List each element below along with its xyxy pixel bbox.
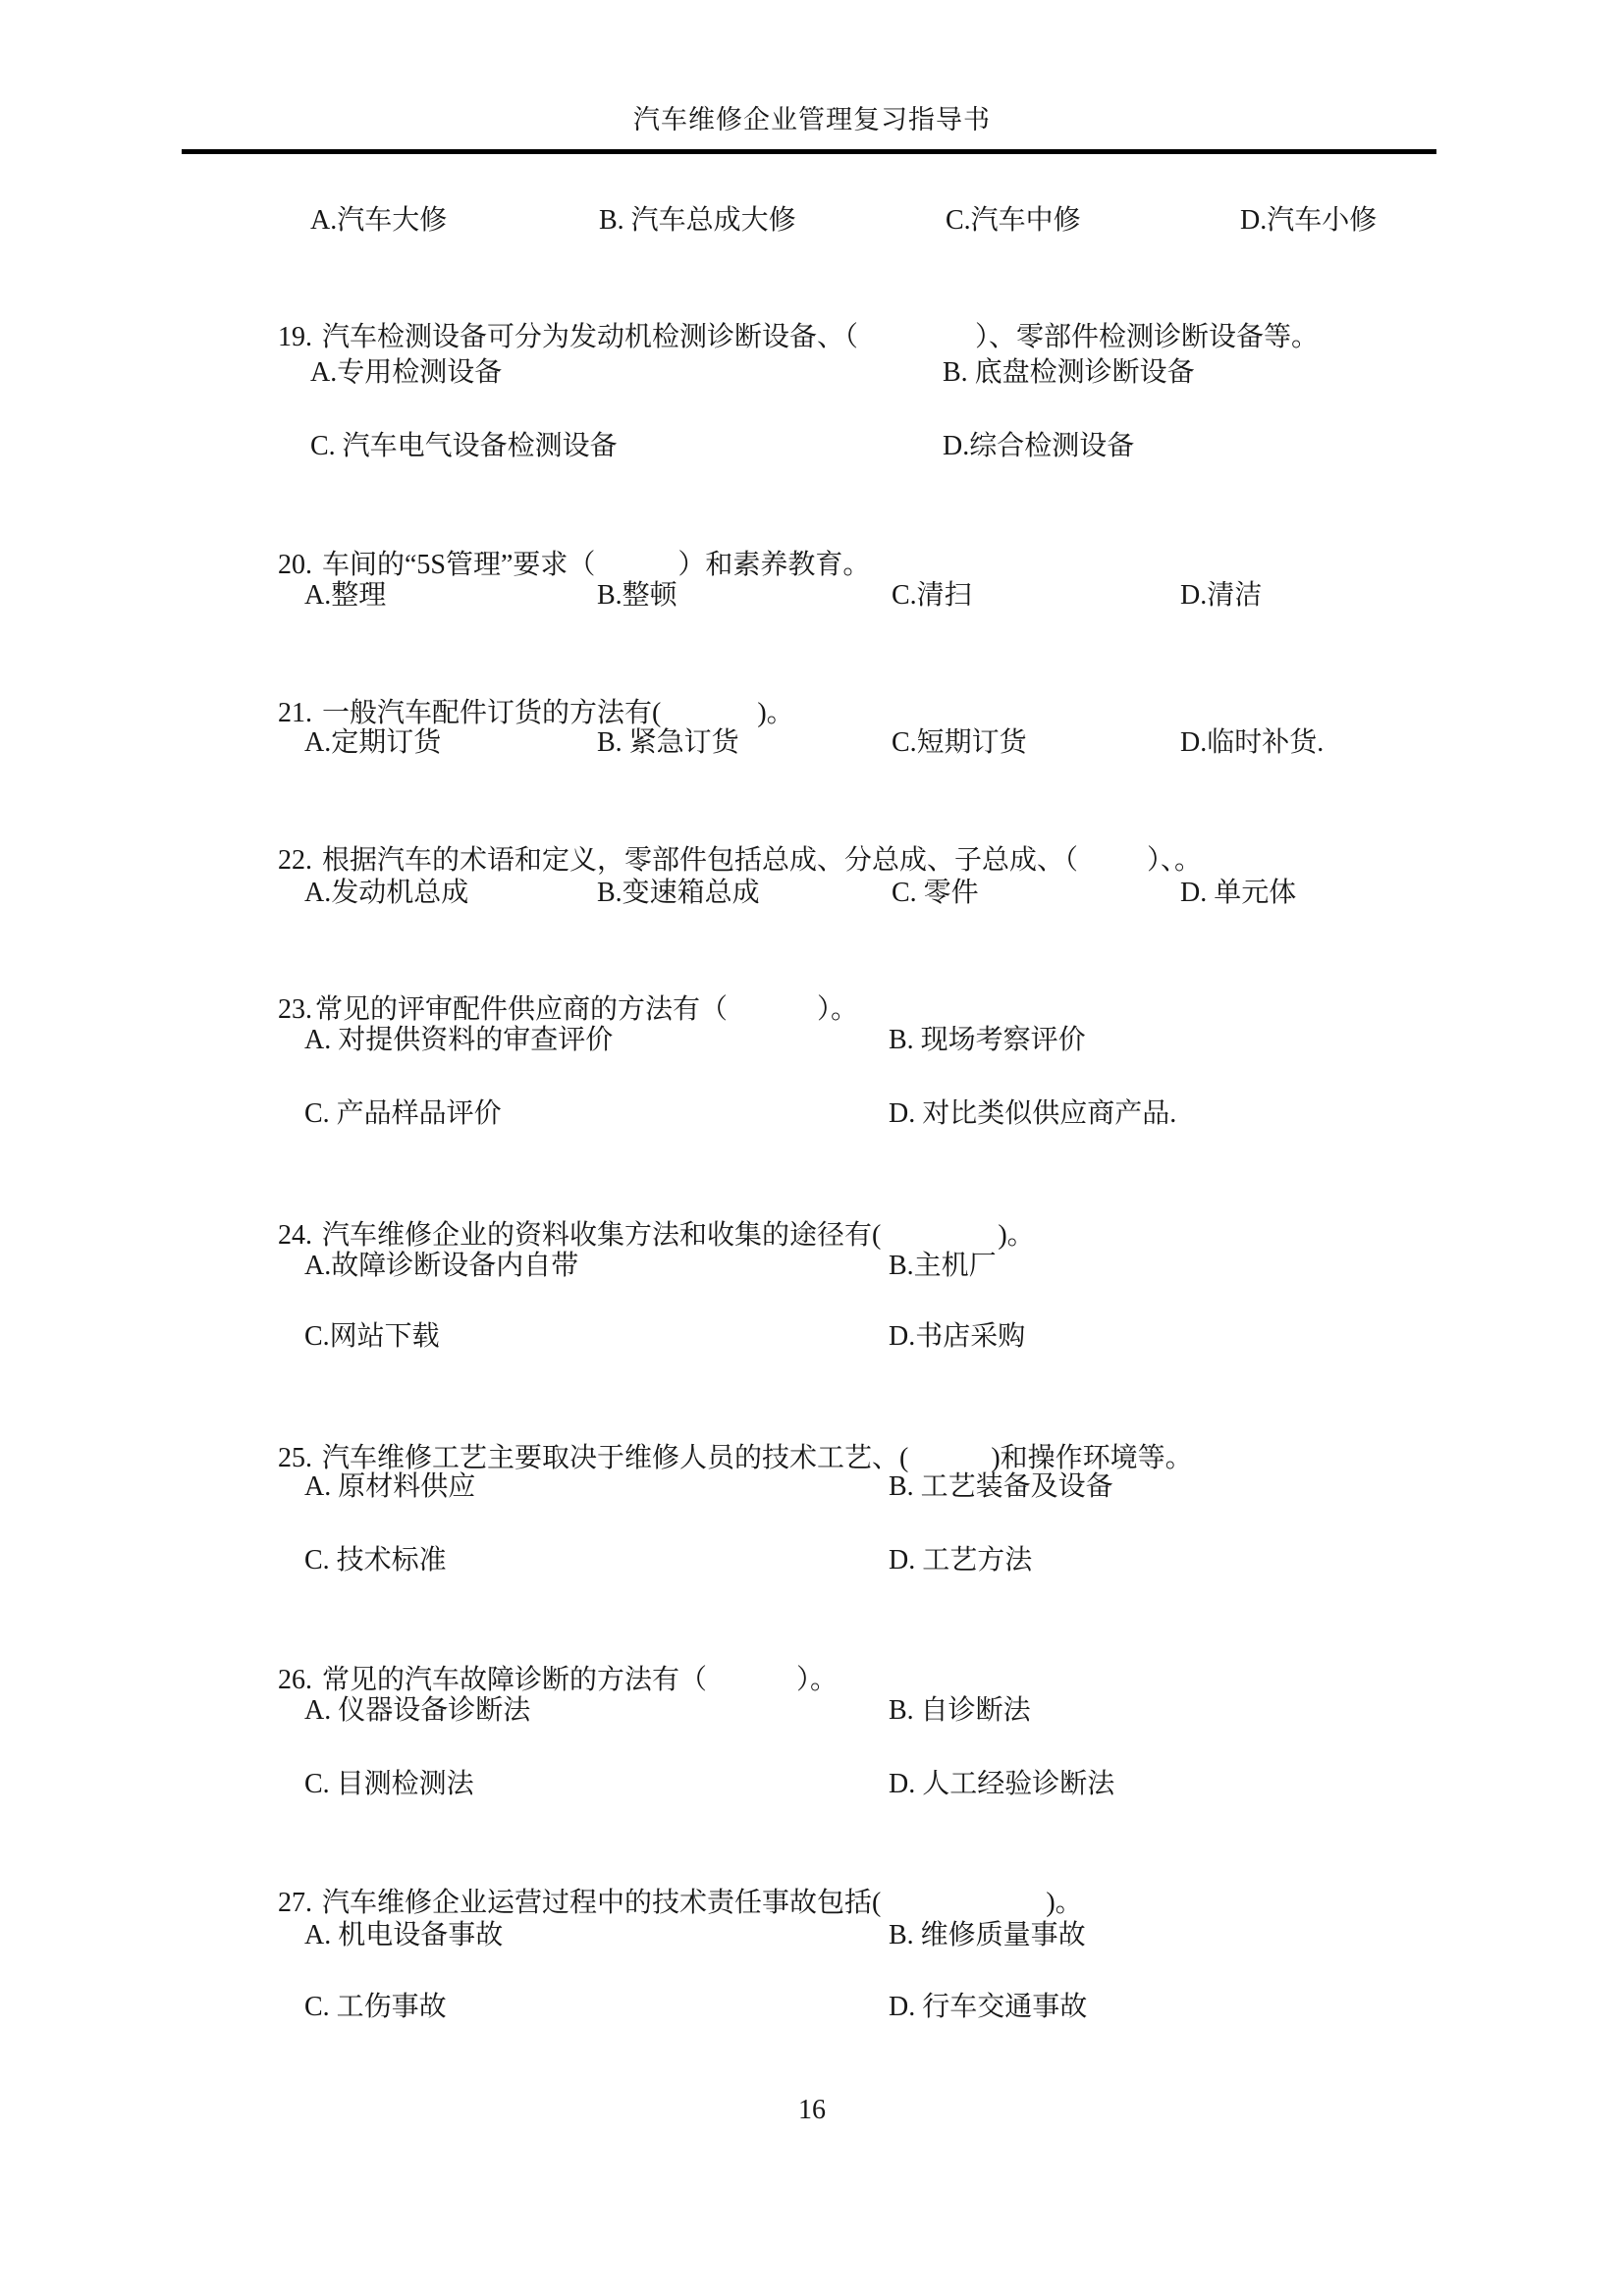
question-26-option-a: A. 仪器设备诊断法 [304, 1695, 531, 1726]
question-27-options-row-1 [0, 1914, 1624, 1957]
question-24-options-row-2 [0, 1315, 1624, 1359]
question-19-option-d: D.综合检测设备 [943, 431, 1135, 461]
question-19-option-c: C. 汽车电气设备检测设备 [310, 431, 618, 461]
question-27-option-d: D. 行车交通事故 [889, 1992, 1088, 2022]
question-27-option-c: C. 工伤事故 [304, 1992, 447, 2022]
question-22-stem [0, 796, 1624, 876]
header-divider-rule [182, 149, 1436, 154]
question-21-option-c: C.短期订货 [892, 727, 1027, 758]
question-23-number: 23. [278, 994, 312, 1025]
question-25-option-c: C. 技术标准 [304, 1545, 447, 1575]
question-24-stem [0, 1171, 1624, 1251]
question-18-options-row [0, 199, 1624, 242]
question-26-option-d: D. 人工经验诊断法 [889, 1769, 1115, 1799]
question-24-option-b: B.主机厂 [889, 1251, 997, 1281]
question-18-option-d: D.汽车小修 [1240, 205, 1378, 236]
question-26-option-c: C. 目测检测法 [304, 1769, 474, 1799]
question-25-number: 25. [278, 1443, 312, 1473]
question-26-options-row-2 [0, 1763, 1624, 1806]
question-21-text: 一般汽车配件订货的方法有( )。 [322, 698, 794, 728]
question-24-text: 汽车维修企业的资料收集方法和收集的途径有( )。 [322, 1220, 1035, 1251]
question-21-number: 21. [278, 698, 312, 728]
question-26-stem [0, 1616, 1624, 1695]
question-21-option-d: D.临时补货. [1180, 727, 1325, 758]
question-23-stem [0, 945, 1624, 1025]
question-19-number: 19. [278, 322, 312, 352]
question-26-number: 26. [278, 1665, 312, 1695]
question-24-number: 24. [278, 1220, 312, 1251]
question-24-options-row-1 [0, 1245, 1624, 1288]
question-23-option-c: C. 产品样品评价 [304, 1098, 502, 1129]
question-23-option-d: D. 对比类似供应商产品. [889, 1098, 1177, 1129]
question-21-option-b: B. 紧急订货 [597, 727, 739, 758]
question-22-option-a: A.发动机总成 [304, 878, 469, 908]
question-20-option-d: D.清洁 [1180, 580, 1263, 611]
question-26-text: 常见的汽车故障诊断的方法有（ ）。 [322, 1665, 839, 1695]
question-25-stem [0, 1394, 1624, 1473]
question-23-options-row-1 [0, 1019, 1624, 1062]
question-20-text: 车间的“5S管理”要求（ ）和素养教育。 [322, 550, 871, 580]
question-25-options-row-1 [0, 1466, 1624, 1509]
question-25-text: 汽车维修工艺主要取决于维修人员的技术工艺、( )和操作环境等。 [322, 1443, 1193, 1473]
question-27-options-row-2 [0, 1986, 1624, 2029]
question-20-options-row [0, 574, 1624, 617]
question-23-text: 常见的评审配件供应商的方法有（ ）。 [315, 994, 859, 1025]
question-19-options-row-2 [0, 425, 1624, 468]
question-27-stem [0, 1839, 1624, 1918]
question-23-option-b: B. 现场考察评价 [889, 1025, 1086, 1055]
question-20-number: 20. [278, 550, 312, 580]
question-24-option-c: C.网站下载 [304, 1321, 440, 1352]
question-25-option-a: A. 原材料供应 [304, 1471, 476, 1502]
question-21-stem [0, 649, 1624, 728]
question-20-option-a: A.整理 [304, 580, 387, 611]
question-18-option-b: B. 汽车总成大修 [599, 205, 796, 236]
question-24-option-a: A.故障诊断设备内自带 [304, 1251, 579, 1281]
question-19-options-row-1 [0, 351, 1624, 395]
question-21-options-row [0, 721, 1624, 765]
question-23-option-a: A. 对提供资料的审查评价 [304, 1025, 614, 1055]
question-26-options-row-1 [0, 1689, 1624, 1733]
question-22-options-row [0, 872, 1624, 915]
question-25-option-b: B. 工艺装备及设备 [889, 1471, 1113, 1502]
question-25-option-d: D. 工艺方法 [889, 1545, 1033, 1575]
question-18-option-a: A.汽车大修 [310, 205, 448, 236]
question-20-stem [0, 501, 1624, 580]
question-27-option-a: A. 机电设备事故 [304, 1920, 504, 1950]
page-header-title: 汽车维修企业管理复习指导书 [633, 105, 991, 134]
question-22-number: 22. [278, 845, 312, 876]
question-22-text: 根据汽车的术语和定义，零部件包括总成、分总成、子总成、（ ）、。 [322, 845, 1203, 876]
question-22-option-c: C. 零件 [892, 878, 979, 908]
question-20-option-b: B.整顿 [597, 580, 677, 611]
question-21-option-a: A.定期订货 [304, 727, 442, 758]
question-19-text: 汽车检测设备可分为发动机检测诊断设备、（ ）、零部件检测诊断设备等。 [322, 322, 1320, 352]
question-22-option-d: D. 单元体 [1180, 878, 1297, 908]
question-23-options-row-2 [0, 1093, 1624, 1136]
question-19-option-a: A.专用检测设备 [310, 357, 503, 388]
question-24-option-d: D.书店采购 [889, 1321, 1026, 1352]
question-26-option-b: B. 自诊断法 [889, 1695, 1031, 1726]
question-25-options-row-2 [0, 1539, 1624, 1582]
question-22-option-b: B.变速箱总成 [597, 878, 760, 908]
question-20-option-c: C.清扫 [892, 580, 972, 611]
question-27-option-b: B. 维修质量事故 [889, 1920, 1086, 1950]
question-27-number: 27. [278, 1888, 312, 1918]
question-19-option-b: B. 底盘检测诊断设备 [943, 357, 1195, 388]
question-27-text: 汽车维修企业运营过程中的技术责任事故包括( )。 [322, 1888, 1083, 1918]
question-19-stem [0, 273, 1624, 352]
page-number: 16 [798, 2095, 826, 2125]
question-18-option-c: C.汽车中修 [946, 205, 1081, 236]
